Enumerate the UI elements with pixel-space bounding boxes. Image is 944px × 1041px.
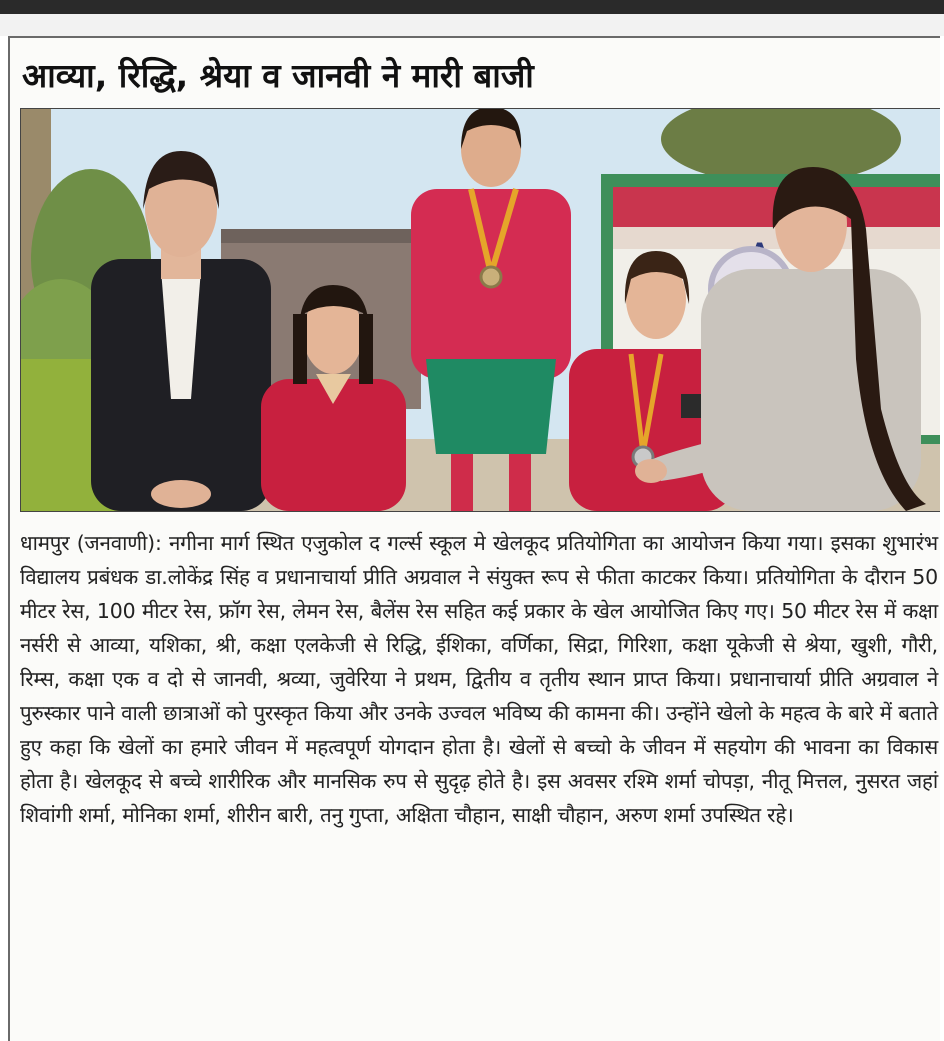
photo-medal — [481, 267, 501, 287]
article-photo — [20, 108, 940, 512]
page-top-rule — [0, 0, 944, 14]
page-top-margin — [0, 14, 944, 36]
article-body: धामपुर (जनवाणी): नगीना मार्ग स्थित एजुकोल द गर्ल्स स्कूल मे खेलकूद प्रतियोगिता का आयोजन किया गया। इसका शुभारंभ विद्यालय प्रबंधक डा.लोकेंद्र सिंह व प्रधानाचार्या प्रीति अग्रवाल ने संयुक्त रूप से फीता काटकर किया। प्रतियोगिता के दौरान 50 मीटर रेस, 100 मीटर रेस, फ्रॉग रेस, लेमन रेस, बैलेंस रेस सहित कई प्रकार के खेल आयोजित किए गए। 50 मीटर रेस में कक्षा नर्सरी से आव्या, यशिका, श्री, कक्षा एलकेजी से रिद्धि, ईशिका, वर्णिका, सिद्रा, गिरिशा, कक्षा यूकेजी से श्रेया, खुशी, गौरी, रिम्स, कक्षा एक व दो से जानवी, श्रव्या, जुवेरिया ने प्रथम, द्वितीय व तृतीय स्थान प्राप्त किया। प्रधानाचार्या प्रीति अग्रवाल ने पुरुस्कार पाने वाली छात्राओं को पुरस्कृत किया और उनके उज्वल भविष्य की कामना की। उन्होंने खेलो के महत्व के बारे में बताते हुए कहा कि खेलों का हमारे जीवन में महत्वपूर्ण योगदान होता है। खेलों से बच्चो के जीवन में सहयोग की भावना का विकास होता है। खेलकूद से बच्चे शारीरिक और मानसिक रुप से सुदृढ़ होते है। इस अवसर रश्मि शर्मा चोपड़ा, नीतू मित्तल, नुसरत जहां शिवांगी शर्मा, मोनिका शर्मा, शीरीन बारी, तनु गुप्ता, अक्षिता चौहान, साक्षी चौहान, अरुण शर्मा उपस्थित रहे। — [20, 531, 938, 827]
news-clipping — [8, 36, 940, 1041]
article-headline: आव्या, रिद्धि, श्रेया व जानवी ने मारी बाजी — [22, 56, 534, 95]
photo-illustration — [21, 109, 940, 511]
